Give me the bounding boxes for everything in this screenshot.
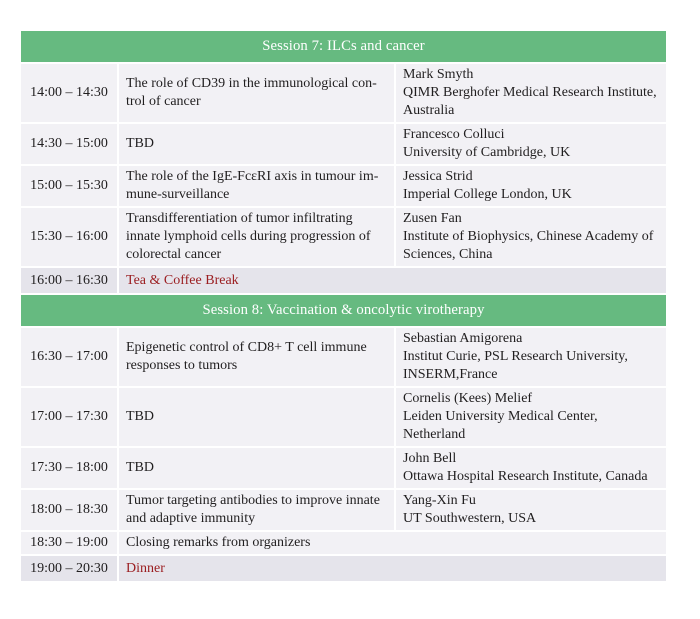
speaker-name: Mark Smyth [403, 67, 474, 82]
speaker-affiliation: QIMR Berghofer Medical Research Institute, Australia [403, 85, 657, 118]
session-section [21, 31, 666, 293]
time-cell: 16:30 – 17:00 [21, 328, 117, 386]
speaker-affiliation: UT Southwestern, USA [403, 511, 537, 526]
speaker-cell [396, 208, 666, 266]
schedule-row [21, 166, 666, 206]
speaker-affiliation: Leiden University Medical Center, Netherland [403, 409, 598, 442]
speaker-affiliation: Institute of Biophysics, Chinese Academy of Sciences, China [403, 229, 654, 262]
speaker-name: Francesco Colluci [403, 127, 505, 142]
speaker-affiliation: Ottawa Hospital Research Institute, Canada [403, 469, 648, 484]
time-cell: 14:30 – 15:00 [21, 124, 117, 164]
event-cell: Tea & Coffee Break [119, 268, 666, 293]
schedule-table [21, 31, 666, 581]
talk-title-cell: TBD [119, 124, 394, 164]
speaker-name: Cornelis (Kees) Melief [403, 391, 533, 406]
speaker-name: Jessica Strid [403, 169, 473, 184]
time-cell: 14:00 – 14:30 [21, 64, 117, 122]
speaker-cell [396, 388, 666, 446]
schedule-row [21, 532, 666, 554]
schedule-row [21, 388, 666, 446]
event-cell: Dinner [119, 556, 666, 581]
time-cell: 18:00 – 18:30 [21, 490, 117, 530]
time-cell: 19:00 – 20:30 [21, 556, 117, 581]
speaker-cell [396, 490, 666, 530]
time-cell: 17:00 – 17:30 [21, 388, 117, 446]
time-cell: 17:30 – 18:00 [21, 448, 117, 488]
talk-title-cell: Epigenetic control of CD8+ T cell immune responses to tumors [119, 328, 394, 386]
session-section [21, 295, 666, 581]
speaker-name: Sebastian Amigorena [403, 331, 523, 346]
schedule-row [21, 208, 666, 266]
speaker-cell [396, 328, 666, 386]
speaker-cell [396, 64, 666, 122]
time-cell: 16:00 – 16:30 [21, 268, 117, 293]
schedule-row [21, 556, 666, 581]
speaker-cell [396, 124, 666, 164]
speaker-affiliation: University of Cambridge, UK [403, 145, 571, 160]
session-header: Session 7: ILCs and cancer [21, 31, 666, 62]
speaker-cell [396, 166, 666, 206]
talk-title-cell: Transdifferentiation of tumor infiltrating innate lymphoid cells during progression of colorectal cancer [119, 208, 394, 266]
session-rows [21, 64, 666, 293]
speaker-name: Zusen Fan [403, 211, 462, 226]
schedule-row [21, 124, 666, 164]
time-cell: 18:30 – 19:00 [21, 532, 117, 554]
talk-title-cell: Tumor targeting antibodies to improve innate and adaptive immunity [119, 490, 394, 530]
talk-title-cell: TBD [119, 448, 394, 488]
schedule-row [21, 490, 666, 530]
schedule-row [21, 64, 666, 122]
speaker-cell [396, 448, 666, 488]
session-rows [21, 328, 666, 581]
speaker-name: Yang-Xin Fu [403, 493, 476, 508]
schedule-row [21, 268, 666, 293]
talk-title-cell: The role of the IgE-FcεRI axis in tumour immune-surveillance [119, 166, 394, 206]
talk-title-cell: TBD [119, 388, 394, 446]
schedule-row [21, 328, 666, 386]
time-cell: 15:30 – 16:00 [21, 208, 117, 266]
speaker-affiliation: Imperial College London, UK [403, 187, 572, 202]
talk-title-cell: The role of CD39 in the immunological control of cancer [119, 64, 394, 122]
time-cell: 15:00 – 15:30 [21, 166, 117, 206]
speaker-affiliation: Institut Curie, PSL Research University, INSERM,France [403, 349, 628, 382]
session-header: Session 8: Vaccination & oncolytic virotherapy [21, 295, 666, 326]
speaker-name: John Bell [403, 451, 457, 466]
schedule-row [21, 448, 666, 488]
event-cell: Closing remarks from organizers [119, 532, 666, 554]
